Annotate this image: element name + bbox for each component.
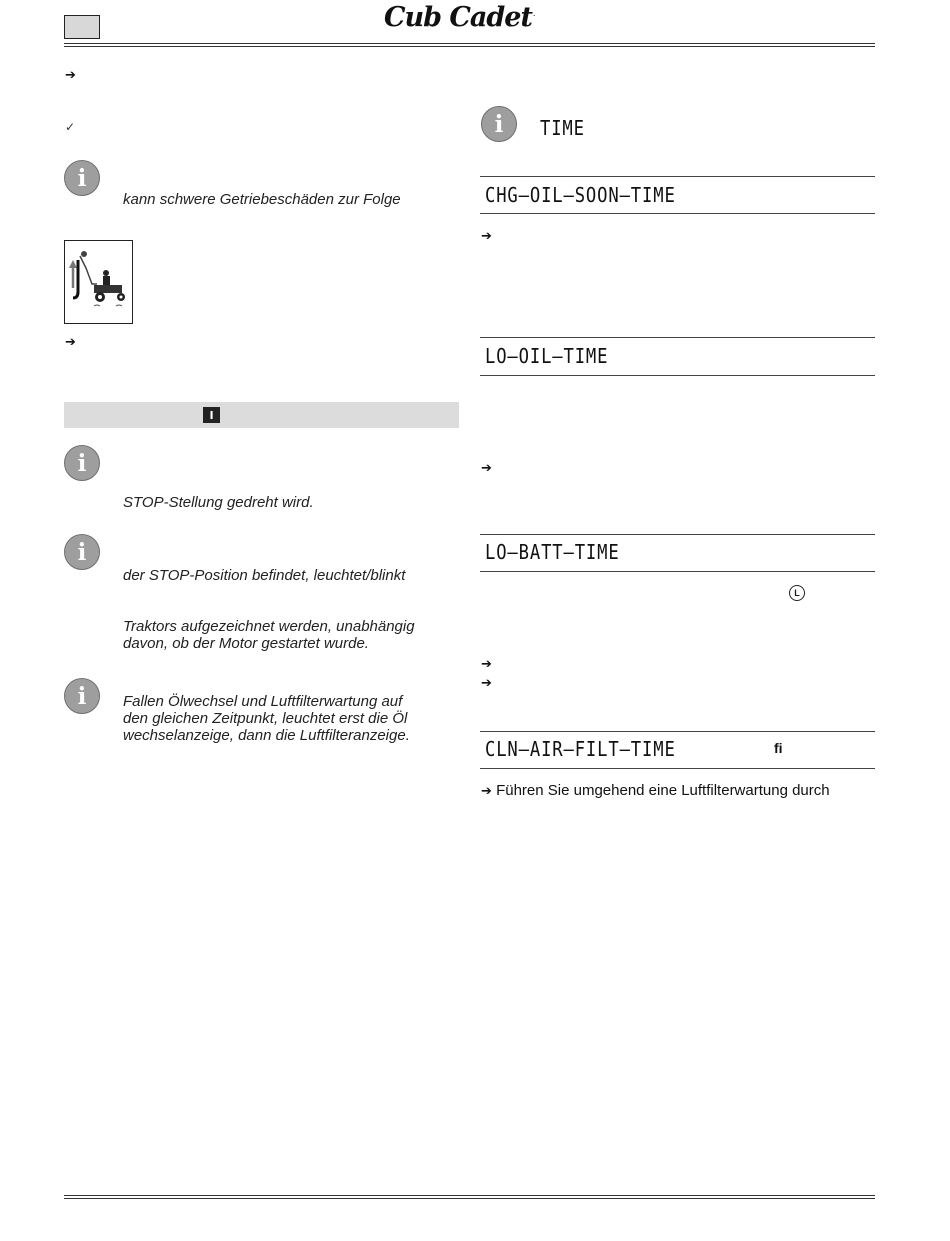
info-icon: i [64, 445, 100, 481]
header-rule-bottom [64, 46, 875, 47]
note-text: STOP-Stellung gedreht wird. [123, 494, 314, 511]
info-icon: i [481, 106, 517, 142]
time-label: TIME [540, 116, 585, 140]
display-rule [480, 213, 875, 214]
checkmark-icon: ✓ [65, 120, 76, 134]
arrow-icon: ➔ [481, 676, 492, 691]
arrow-icon: ➔ [481, 784, 492, 799]
note-text: davon, ob der Motor gestartet wurde. [123, 635, 369, 652]
display-message: CLN–AIR–FILT–TIME [485, 737, 676, 761]
cub-cadet-logo: Cub Cadet. [384, 2, 535, 33]
arrow-icon: ➔ [481, 229, 492, 244]
note-text: Fallen Ölwechsel und Luftfilterwartung auf [123, 693, 403, 710]
display-rule [480, 571, 875, 572]
instruction-text: Führen Sie umgehend eine Luftfilterwartung durch [496, 782, 830, 799]
footer-rule-top [64, 1195, 875, 1196]
display-rule [480, 768, 875, 769]
display-message: LO–BATT–TIME [485, 540, 620, 564]
lever-tractor-illustration [64, 240, 133, 324]
info-icon: i [64, 534, 100, 570]
note-text: kann schwere Getriebeschäden zur Folge [123, 191, 401, 208]
arrow-icon: ➔ [65, 335, 76, 350]
display-rule [480, 731, 875, 732]
footer-rule-bottom [64, 1198, 875, 1199]
arrow-icon: ➔ [65, 68, 76, 83]
section-badge: I [203, 407, 220, 423]
section-header-bar [64, 402, 459, 428]
display-rule [480, 176, 875, 177]
arrow-icon: ➔ [481, 657, 492, 672]
display-rule [480, 337, 875, 338]
header-rule-top [64, 43, 875, 44]
arrow-icon: ➔ [481, 461, 492, 476]
instruction-line [481, 782, 830, 799]
note-text: der STOP-Position befindet, leuchtet/blinkt [123, 567, 406, 584]
note-text: wechselanzeige, dann die Luftfilteranzeige. [123, 727, 410, 744]
display-rule [480, 375, 875, 376]
note-text: Traktors aufgezeichnet werden, unabhängig [123, 618, 415, 635]
info-icon: i [64, 678, 100, 714]
fi-label: fi [774, 740, 783, 756]
note-text: den gleichen Zeitpunkt, leuchtet erst die Öl [123, 710, 408, 727]
info-icon: i [64, 160, 100, 196]
hour-meter-icon: L [789, 585, 805, 601]
display-message: CHG–OIL–SOON–TIME [485, 183, 676, 207]
display-message: LO–OIL–TIME [485, 344, 609, 368]
display-rule [480, 534, 875, 535]
page-number-box [64, 15, 100, 39]
